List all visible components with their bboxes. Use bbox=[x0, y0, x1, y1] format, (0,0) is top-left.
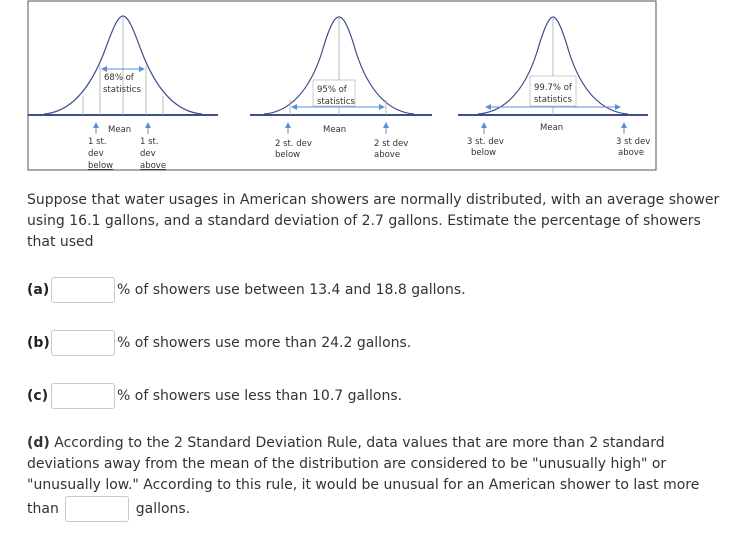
curve-95-group bbox=[250, 17, 432, 160]
curve1-percent-label: 68% of bbox=[104, 73, 134, 83]
question-b-text: % of showers use more than 24.2 gallons. bbox=[117, 335, 412, 351]
question-d-suffix: gallons. bbox=[135, 501, 191, 517]
curve1-above-3: above bbox=[140, 161, 167, 171]
question-c-text: % of showers use less than 10.7 gallons. bbox=[117, 388, 403, 404]
curve2-percent-label: 95% of bbox=[317, 85, 347, 95]
problem-intro: Suppose that water usages in American showers are normally distributed, with an average shower using 16.1 gallons, and a standard deviation of 2.7 gallons. Estimate the percentage of showers that used bbox=[27, 192, 720, 250]
question-d-text: According to the 2 Standard Deviation Rule, data values that are more than 2 standard deviations away from the mean of the distribution are considered to be "unusually high" or "unusually low." According to this rule, it would be unusual for an American shower to last more than bbox=[27, 435, 700, 517]
answer-a-input[interactable] bbox=[51, 277, 115, 303]
question-a-label: (a) bbox=[27, 282, 50, 298]
answer-d-input[interactable] bbox=[65, 496, 129, 522]
answer-b-input[interactable] bbox=[51, 330, 115, 356]
question-b-row bbox=[27, 329, 411, 357]
curve1-below-1: 1 st. bbox=[88, 137, 107, 147]
curve1-below-2: dev bbox=[88, 149, 104, 159]
curve3-mean-label: Mean bbox=[540, 123, 564, 133]
curve3-percent-label: 99.7% of bbox=[534, 83, 572, 93]
curve1-statistics-label: statistics bbox=[103, 85, 141, 95]
question-d-label: (d) bbox=[27, 435, 50, 451]
answer-c-input[interactable] bbox=[51, 383, 115, 409]
curve3-below-2: below bbox=[471, 148, 497, 158]
question-b-label: (b) bbox=[27, 335, 50, 351]
curve3-below-1: 3 st. dev bbox=[467, 137, 504, 147]
curve2-above-1: 2 st dev bbox=[374, 139, 409, 149]
curve1-above-1: 1 st. bbox=[140, 137, 159, 147]
curve1-below-3: below bbox=[88, 161, 114, 171]
normal-distribution-figure bbox=[0, 0, 734, 180]
question-a-row bbox=[27, 276, 466, 304]
curve3-above-1: 3 st dev bbox=[616, 137, 651, 147]
curve2-above-2: above bbox=[374, 150, 401, 160]
curve1-mean-label: Mean bbox=[108, 125, 132, 135]
curve3-above-2: above bbox=[618, 148, 645, 158]
curve-68-group bbox=[28, 16, 218, 171]
curve3-statistics-label: statistics bbox=[534, 95, 572, 105]
question-d-paragraph bbox=[27, 433, 717, 522]
question-c-label: (c) bbox=[27, 388, 49, 404]
curve1-above-2: dev bbox=[140, 149, 156, 159]
curve-997-group bbox=[458, 17, 650, 158]
curve2-mean-label: Mean bbox=[323, 125, 347, 135]
curve2-statistics-label: statistics bbox=[317, 97, 355, 107]
question-c-row bbox=[27, 382, 402, 410]
curve2-below-2: below bbox=[275, 150, 301, 160]
question-a-text: % of showers use between 13.4 and 18.8 gallons. bbox=[117, 282, 466, 298]
curve2-below-1: 2 st. dev bbox=[275, 139, 312, 149]
